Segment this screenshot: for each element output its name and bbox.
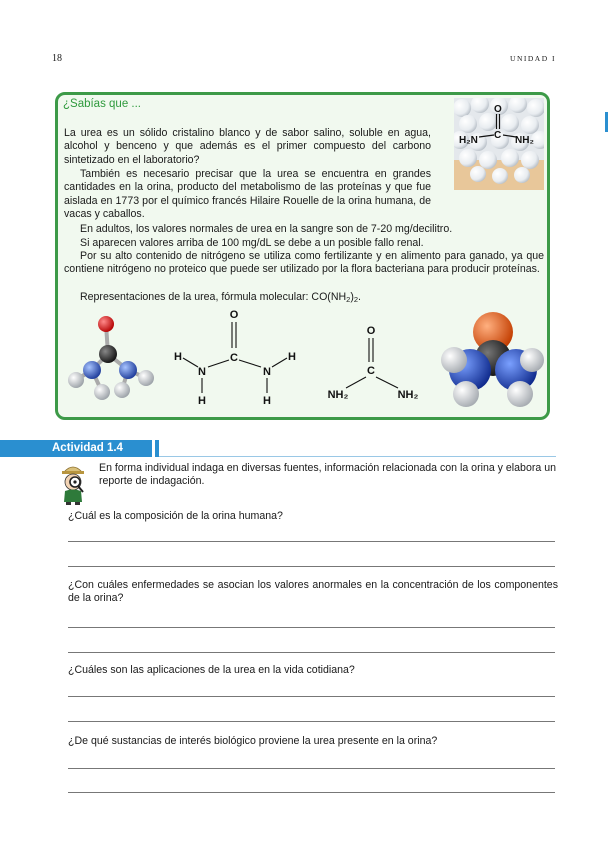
activity-title: Actividad 1.4 (52, 442, 123, 454)
space-filling-model (440, 306, 545, 411)
condensed-nh2-right: NH₂ (397, 389, 419, 401)
info-paragraph-3: En adultos, los valores normales de urea en la sangre son de 7-20 mg/decilitro. (80, 223, 453, 235)
answer-line-1b[interactable] (68, 566, 555, 567)
info-paragraph-2: También es necesario precisar que la urea se encuentra en grandes cantidades en la orina, producto del metabolismo de las proteínas y que fue aislada en 1773 por el químico francés Hilaire Rouelle de la orina humana, de vacas y caballos. (64, 168, 431, 221)
answer-line-3b[interactable] (68, 721, 555, 722)
did-you-know-title: ¿Sabías que ... (63, 98, 141, 110)
investigator-magnifier-icon (58, 462, 88, 506)
activity-intro: En forma individual indaga en diversas fuentes, información relacionada con la orina y elabora un reporte de indagación. (99, 462, 556, 488)
urea-crystals-image (454, 98, 544, 190)
answer-line-1a[interactable] (68, 541, 555, 542)
condensed-nh2-left: NH₂ (327, 389, 349, 401)
formula-sub-b: 2 (353, 295, 359, 304)
question-2: ¿Con cuáles enfermedades se asocian los valores anormales en la concentración de los componentes de la orina? (68, 579, 558, 605)
struct-h-left-top: H (174, 351, 182, 363)
unit-label: UNIDAD I (510, 54, 556, 63)
photo-oxygen-label: O (494, 104, 502, 115)
question-3: ¿Cuáles son las aplicaciones de la urea en la vida cotidiana? (68, 664, 355, 676)
struct-oxygen: O (229, 309, 239, 321)
formula-end: . (358, 291, 361, 303)
info-paragraph-4: Si aparecen valores arriba de 100 mg/dL se debe a un posible fallo renal. (80, 237, 424, 249)
question-1: ¿Cuál es la composición de la orina humana? (68, 510, 283, 522)
info-paragraph-5: Por su alto contenido de nitrógeno se utiliza como fertilizante y en alimento para ganado, ya que contiene nitrógeno no proteico que puede ser utilizado por la flora bacteriana para producir proteínas. (64, 250, 544, 276)
struct-h-right-bottom: H (263, 395, 271, 407)
struct-nitrogen-left: N (198, 366, 206, 378)
answer-line-4b[interactable] (68, 792, 555, 793)
photo-nh2-label: NH₂ (515, 135, 534, 146)
answer-line-2a[interactable] (68, 627, 555, 628)
info-paragraph-1: La urea es un sólido cristalino blanco y de sabor salino, soluble en agua, alcohol y benceno y que además es el primer compuesto del carbono sintetizado en el laboratorio? (64, 127, 431, 166)
formula-line (64, 291, 544, 306)
struct-h-left-bottom: H (198, 395, 206, 407)
answer-line-3a[interactable] (68, 696, 555, 697)
struct-nitrogen-right: N (263, 366, 271, 378)
photo-carbon-label: C (494, 130, 502, 141)
photo-h2n-label: H₂N (459, 135, 478, 146)
formula-close: ) (350, 291, 354, 303)
struct-h-right-top: H (288, 351, 296, 363)
answer-line-2b[interactable] (68, 652, 555, 653)
structural-formula (168, 304, 303, 409)
page-number: 18 (52, 53, 62, 64)
condensed-oxygen: O (366, 325, 376, 337)
condensed-carbon: C (367, 365, 375, 377)
question-4: ¿De qué sustancias de interés biológico proviene la urea presente en la orina? (68, 735, 438, 747)
activity-header-tick (155, 440, 159, 457)
answer-line-4a[interactable] (68, 768, 555, 769)
formula-text: Representaciones de la urea, fórmula molecular: CO(NH (80, 291, 347, 303)
activity-header-rule (159, 456, 556, 457)
condensed-formula (322, 320, 427, 405)
struct-carbon: C (230, 352, 238, 364)
ball-and-stick-model (62, 310, 162, 410)
formula-sub-a: 2 (346, 295, 351, 304)
